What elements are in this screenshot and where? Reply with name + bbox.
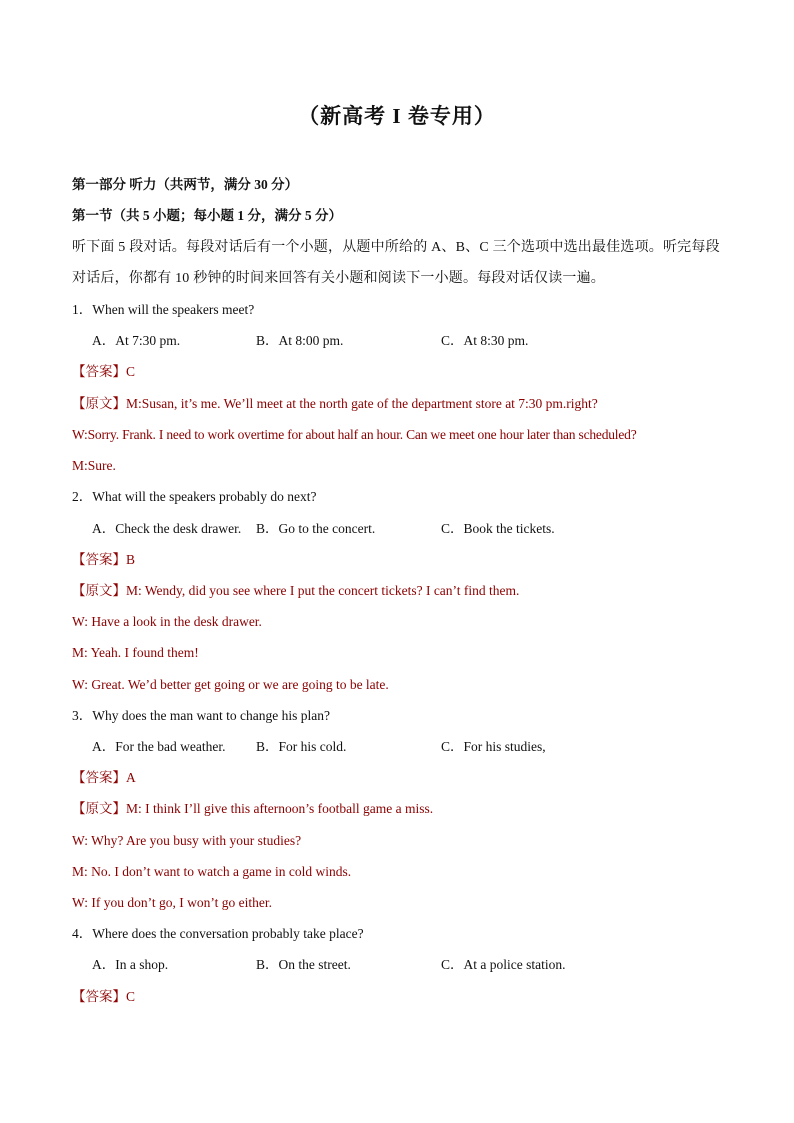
option-b: B．Go to the concert. <box>256 521 376 536</box>
option-a: A．Check the desk drawer. <box>92 521 242 536</box>
option-a: A．In a shop. <box>92 957 169 972</box>
answer-line <box>72 552 135 568</box>
transcript-line: M: Yeah. I found them! <box>72 645 199 660</box>
page-title: （新高考 I 卷专用） <box>298 104 496 128</box>
transcript-label: 【原文】 <box>72 801 126 816</box>
answer-line <box>72 364 135 380</box>
option-c: C．Book the tickets. <box>441 521 555 536</box>
question-3 <box>72 708 330 724</box>
question-text: Why does the man want to change his plan? <box>92 708 330 723</box>
transcript-line: 【原文】M: Wendy, did you see where I put the concert tickets? I can’t find them. <box>72 583 520 598</box>
option-b: B．On the street. <box>256 957 351 972</box>
transcript-line: W: If you don’t go, I won’t go either. <box>72 895 272 910</box>
transcript-line: W: Great. We’d better get going or we are going to be late. <box>72 677 389 692</box>
transcript-label: 【原文】 <box>72 396 126 411</box>
question-text: Where does the conversation probably take place? <box>92 926 364 941</box>
transcript-line: W:Sorry. Frank. I need to work overtime for about half an hour. Can we meet one hour later than scheduled? <box>72 427 637 442</box>
question-number: 1． <box>72 302 93 317</box>
transcript-line: W: Have a look in the desk drawer. <box>72 614 262 629</box>
option-b: B．For his cold. <box>256 739 347 754</box>
option-b: B．At 8:00 pm. <box>256 333 344 348</box>
option-c: C．At 8:30 pm. <box>441 333 529 348</box>
question-2 <box>72 489 316 505</box>
answer-value: A <box>126 770 136 785</box>
question-1 <box>72 302 254 318</box>
section-heading: 第一节（共 5 小题；每小题 1 分，满分 5 分） <box>72 208 342 223</box>
option-c: C．At a police station. <box>441 957 566 972</box>
transcript-line: M: No. I don’t want to watch a game in cold winds. <box>72 864 352 879</box>
question-text: When will the speakers meet? <box>92 302 255 317</box>
transcript-line: 【原文】M:Susan, it’s me. We’ll meet at the north gate of the department store at 7:30 pm.right? <box>72 396 598 411</box>
transcript-line: 【原文】M: I think I’ll give this afternoon’s football game a miss. <box>72 801 434 816</box>
transcript-label: 【原文】 <box>72 583 126 598</box>
question-number: 4． <box>72 926 93 941</box>
question-text: What will the speakers probably do next? <box>92 489 317 504</box>
instructions-paragraph: 听下面 5 段对话。每段对话后有一个小题，从题中所给的 A、B、C 三个选项中选出最佳选项。听完每段对话后，你都有 10 秒钟的时间来回答有关小题和阅读下一小题。每段对话仅读一遍。 <box>72 240 720 286</box>
option-c: C．For his studies, <box>441 739 546 754</box>
answer-value: B <box>126 552 136 567</box>
question-number: 3． <box>72 708 93 723</box>
answer-value: C <box>126 989 136 1004</box>
part-heading: 第一部分 听力（共两节，满分 30 分） <box>72 177 299 192</box>
answer-label: 【答案】 <box>72 989 126 1004</box>
question-number: 2． <box>72 489 93 504</box>
transcript-line: M:Sure. <box>72 458 116 473</box>
answer-value: C <box>126 364 136 379</box>
answer-line <box>72 989 135 1005</box>
transcript-line: W: Why? Are you busy with your studies? <box>72 833 302 848</box>
answer-label: 【答案】 <box>72 552 126 567</box>
option-a: A．At 7:30 pm. <box>92 333 181 348</box>
answer-label: 【答案】 <box>72 770 126 785</box>
answer-label: 【答案】 <box>72 364 126 379</box>
answer-line <box>72 770 136 786</box>
question-4 <box>72 926 364 942</box>
option-a: A．For the bad weather. <box>92 739 226 754</box>
